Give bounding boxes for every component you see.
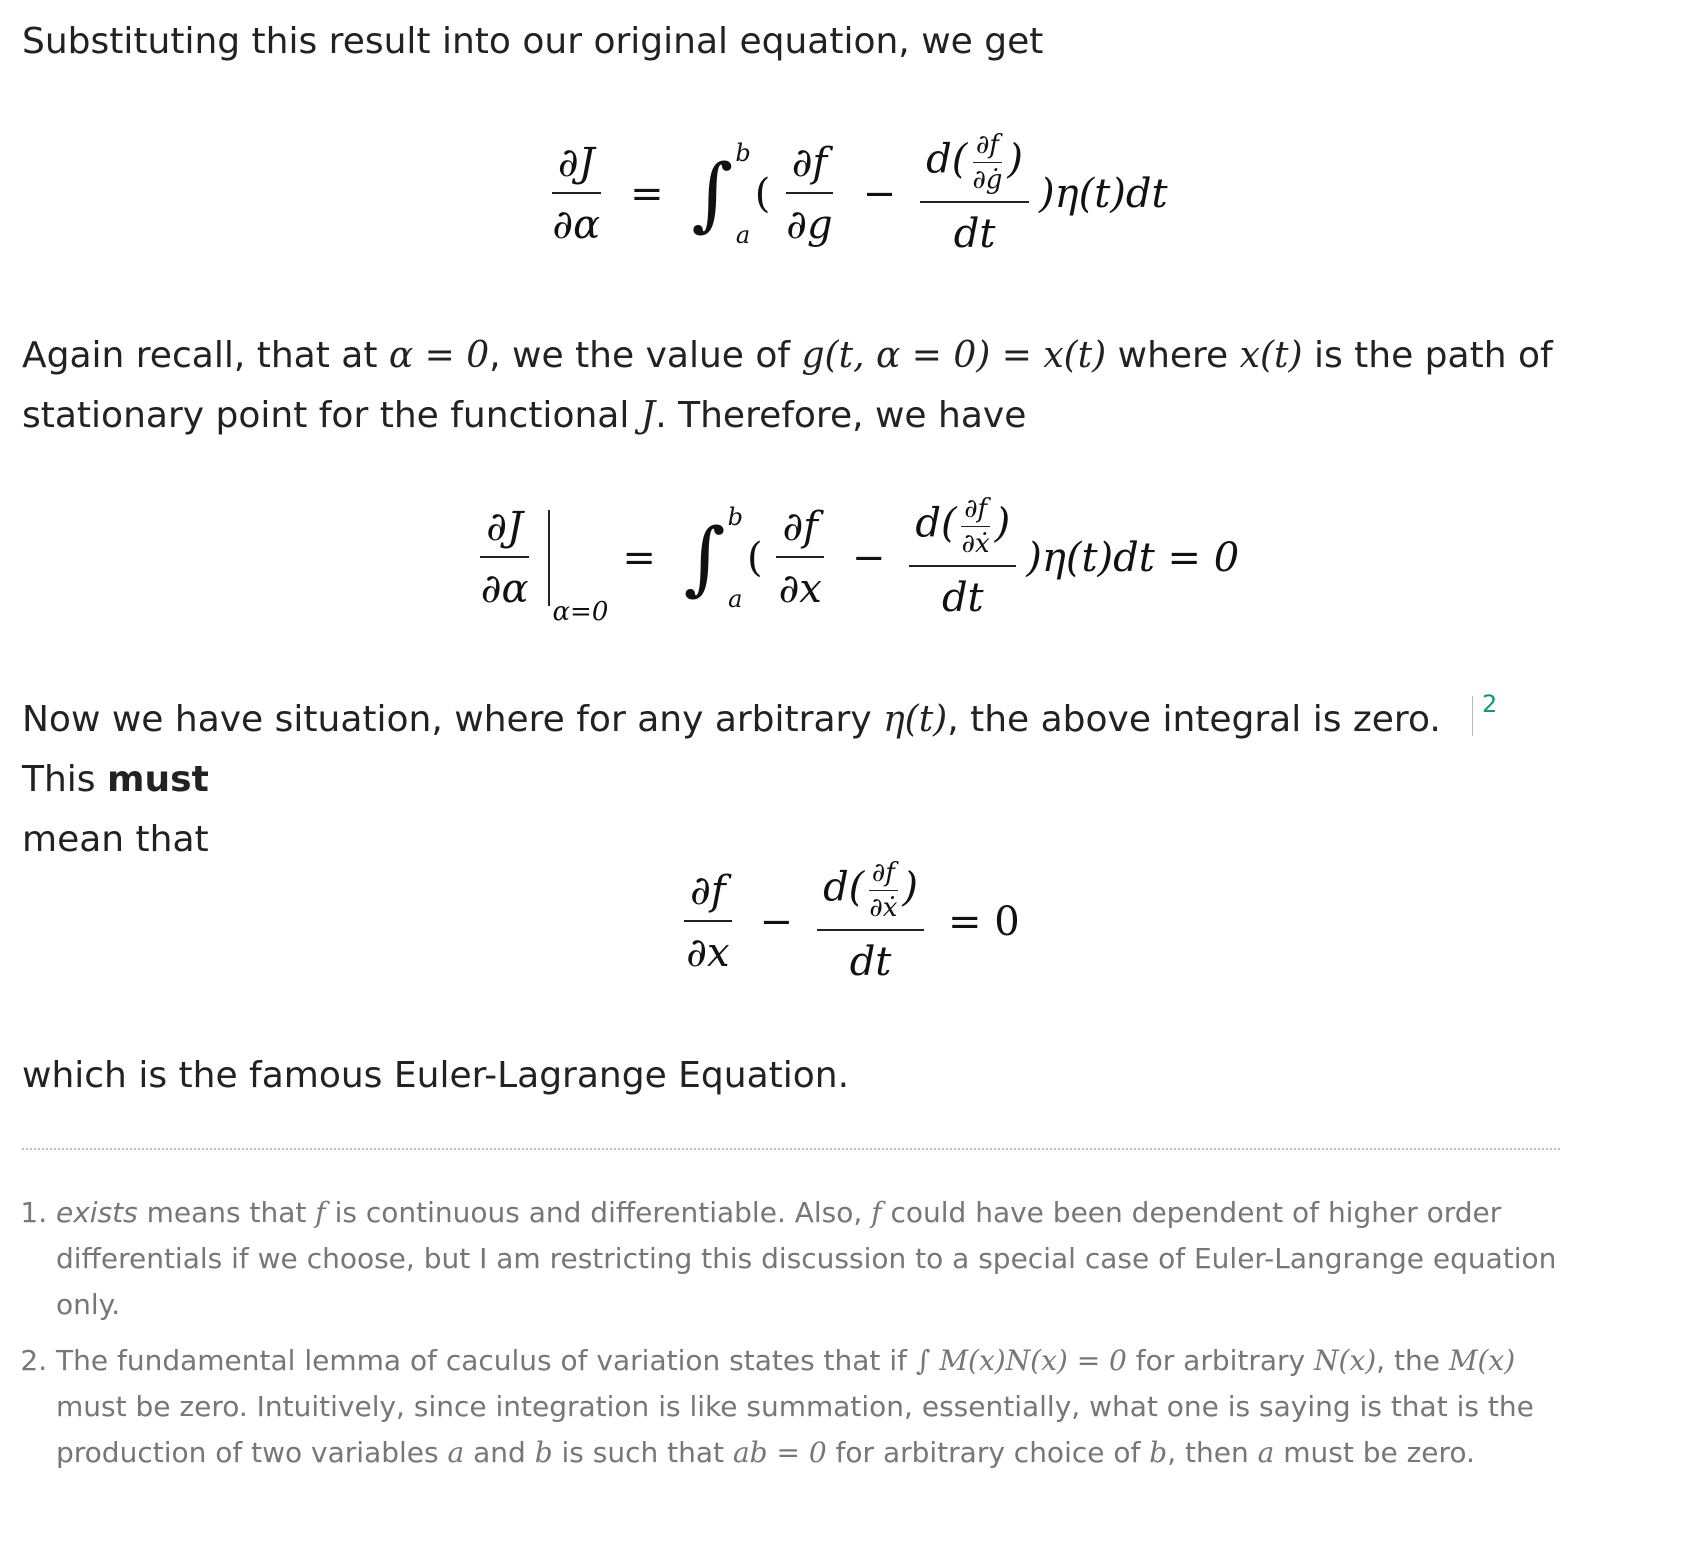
paragraph-again-recall: Again recall, that at α = 0, we the value of g(t, α = 0) = x(t) where x(t) is the path of stationary point for the functional J. Therefore, we have <box>22 335 1553 436</box>
eq3-term1-fraction: $\frac{\partial f}{\partial x}$ <box>680 868 735 976</box>
eq1-lhs-fraction: $\frac{\partial J}{\partial\alpha}$ <box>552 139 601 248</box>
eq2-lhs-fraction: $\frac{\partial J}{\partial\alpha}$ <box>480 503 529 612</box>
integral-limits: b a <box>727 502 743 613</box>
paragraph-now-we-have: Now we have situation, where for any arbitrary η(t), the above integral is zero. This must mean that <box>22 699 1441 860</box>
equation-3: $\frac{\partial f}{\partial x}$ − d( $\frac{\partial f}{\text{∂ẋ}}$ ) dt = 0 <box>22 858 1682 985</box>
eq1-term1-fraction: $\frac{\partial f}{\partial g}$ <box>786 139 833 248</box>
eq3-term2-fraction: d( $\frac{\partial f}{\text{∂ẋ}}$ ) dt <box>817 858 924 985</box>
eq1-term2-fraction: d( $\frac{\partial f}{\partial ġ}$ ) dt <box>920 130 1029 257</box>
paragraph-euler-lagrange: which is the famous Euler-Lagrange Equation. <box>22 1055 850 1096</box>
eq2-term2-fraction: d( $\frac{\partial f}{\text{∂ẋ}}$ ) dt <box>909 494 1016 621</box>
footnote-1: 1. exists means that f is continuous and differentiable. Also, f could have been dependent of higher order differentials if we choose, but I am restricting this discussion to a special case of Euler-Langrange equation only. <box>56 1190 1558 1328</box>
integral-sign: ∫ <box>691 146 734 240</box>
integral-limits: b a <box>735 138 751 249</box>
integral-sign: ∫ <box>683 510 726 604</box>
footnotes-section <box>28 1190 1558 1486</box>
footnote-2: 2. The fundamental lemma of caculus of variation states that if ∫ M(x)N(x) = 0 for arbitrary N(x), the M(x) must be zero. Intuitively, since integration is like summation, essentially, what one is saying is that is the production of two variables a and b is such that ab = 0 for arbitrary choice of b, then a must be zero. <box>56 1338 1558 1476</box>
eq2-term1-fraction: $\frac{\partial f}{\partial x}$ <box>773 504 828 612</box>
footnotes-divider <box>22 1148 1560 1150</box>
equation-1: $\frac{\partial J}{\partial\alpha}$ = ∫ b a ( $\frac{\partial f}{\partial g}$ − d( $\frac{\partial f}{\partial ġ}$ ) dt )η(t)dt <box>22 130 1682 257</box>
footnote-ref-divider <box>1472 696 1473 736</box>
evaluation-bar <box>548 510 550 606</box>
paragraph-substituting: Substituting this result into our original equation, we get <box>22 21 1044 62</box>
footnote-ref-2[interactable]: 2 <box>1482 690 1498 718</box>
equation-2: $\frac{\partial J}{\partial\alpha}$ α=0 = ∫ b a ( $\frac{\partial f}{\partial x}$ − d( $\frac{\partial f}{\text{∂ẋ}}$ ) dt )η(t)dt = 0 <box>22 494 1682 621</box>
